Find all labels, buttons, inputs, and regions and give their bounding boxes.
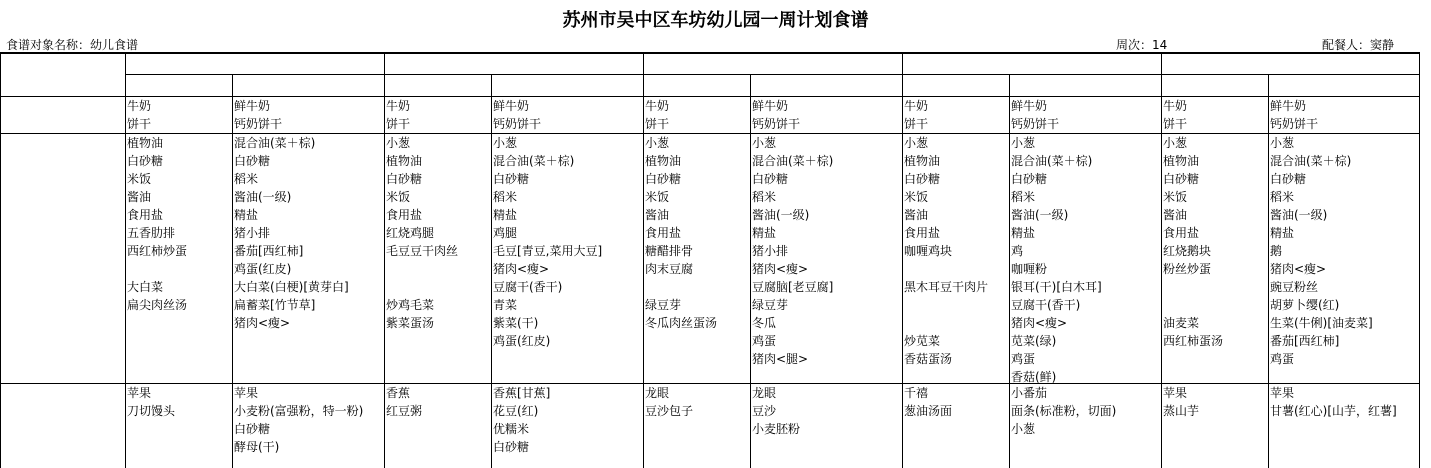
breakfast-food-cell <box>493 97 642 133</box>
lunch-menu-item <box>904 296 1008 314</box>
lunch-menu-item <box>127 350 231 368</box>
lunch-food-item: 小葱 <box>1270 136 1295 150</box>
breakfast-menu-item: 饼干 <box>1163 117 1188 131</box>
lunch-menu-item: 绿豆芽 <box>645 298 682 312</box>
lunch-food-cell <box>493 134 642 386</box>
lunch-menu-item: 毛豆豆干肉丝 <box>386 244 459 258</box>
lunch-food-item: 混合油(菜＋棕) <box>234 136 316 150</box>
lunch-food-item: 猪肉<瘦> <box>234 316 291 330</box>
lunch-menu-item <box>645 350 749 368</box>
lunch-menu-item: 红烧鹅块 <box>1163 244 1212 258</box>
lunch-menu-item: 植物油 <box>1163 154 1200 168</box>
snack-food-item: 花豆(红) <box>493 404 539 418</box>
lunch-food-item: 咖喱粉 <box>1011 262 1048 276</box>
snack-food-item <box>1270 420 1418 438</box>
lunch-food-item: 稻米 <box>1011 190 1036 204</box>
lunch-menu-item: 肉末豆腐 <box>645 262 694 276</box>
lunch-food-item: 酱油(一级) <box>234 190 292 204</box>
grid-line <box>0 52 1420 54</box>
lunch-food-item: 小葱 <box>752 136 777 150</box>
lunch-menu-item: 黑木耳豆干肉片 <box>904 280 989 294</box>
recipe-target-label: 食谱对象名称：幼儿食谱 <box>6 38 139 52</box>
lunch-food-item: 猪肉<瘦> <box>752 262 809 276</box>
snack-menu-cell <box>386 384 490 456</box>
snack-food-cell <box>493 384 642 456</box>
snack-menu-item <box>1163 420 1267 438</box>
lunch-food-item: 白砂糖 <box>752 172 789 186</box>
snack-menu-item: 龙眼 <box>645 386 670 400</box>
snack-food-item: 香蕉[甘蕉] <box>493 386 551 400</box>
lunch-food-item: 香菇(鲜) <box>1011 370 1057 384</box>
snack-food-item: 苹果 <box>1270 386 1295 400</box>
grid-line <box>1009 74 1010 468</box>
breakfast-menu-item: 饼干 <box>386 117 411 131</box>
lunch-food-item: 稻米 <box>752 190 777 204</box>
grid-line <box>491 74 492 468</box>
snack-menu-item <box>127 420 231 438</box>
lunch-menu-item: 西红柿蛋汤 <box>1163 334 1224 348</box>
lunch-menu-item: 小葱 <box>904 136 929 150</box>
breakfast-food-item: 鲜牛奶 <box>493 99 530 113</box>
breakfast-food-item: 钙奶饼干 <box>1270 117 1319 131</box>
breakfast-menu-cell <box>386 97 490 133</box>
lunch-menu-cell <box>1163 134 1267 386</box>
grid-line <box>1419 52 1420 468</box>
lunch-menu-cell <box>127 134 231 386</box>
snack-menu-item: 苹果 <box>1163 386 1188 400</box>
page-title: 苏州市吴中区车坊幼儿园一周计划食谱 <box>562 10 869 31</box>
snack-menu-cell <box>1163 384 1267 456</box>
lunch-menu-item: 植物油 <box>645 154 682 168</box>
lunch-menu-item <box>904 314 1008 332</box>
grid-line <box>1268 74 1269 468</box>
lunch-food-cell <box>1270 134 1418 386</box>
snack-menu-item: 苹果 <box>127 386 152 400</box>
breakfast-food-item: 鲜牛奶 <box>1011 99 1048 113</box>
snack-food-cell <box>1270 384 1418 456</box>
lunch-menu-item: 小葱 <box>645 136 670 150</box>
lunch-menu-item: 炒鸡毛菜 <box>386 298 435 312</box>
lunch-food-item: 豌豆粉丝 <box>1270 280 1319 294</box>
snack-menu-item: 豆沙包子 <box>645 404 694 418</box>
week-number-label: 周次：14 <box>1116 38 1168 52</box>
snack-food-item: 小麦胚粉 <box>752 422 801 436</box>
breakfast-food-item: 钙奶饼干 <box>1011 117 1060 131</box>
lunch-menu-item: 食用盐 <box>645 226 682 240</box>
lunch-menu-item: 油麦菜 <box>1163 316 1200 330</box>
snack-menu-item <box>386 438 490 456</box>
lunch-food-item: 鸡蛋 <box>1011 352 1036 366</box>
breakfast-food-item: 钙奶饼干 <box>493 117 542 131</box>
lunch-food-item: 稻米 <box>1270 190 1295 204</box>
snack-food-item: 小番茄 <box>1011 386 1048 400</box>
lunch-menu-item <box>386 278 490 296</box>
lunch-food-item: 番茄[西红柿] <box>1270 334 1340 348</box>
lunch-menu-item: 酱油 <box>127 190 152 204</box>
lunch-food-item: 毛豆[青豆,菜用大豆] <box>493 244 603 258</box>
lunch-menu-item: 炒苋菜 <box>904 334 941 348</box>
lunch-food-item: 酱油(一级) <box>752 208 810 222</box>
breakfast-food-cell <box>1270 97 1418 133</box>
lunch-food-item: 紫菜(干) <box>493 316 539 330</box>
snack-food-item <box>752 438 901 456</box>
snack-food-item: 豆沙 <box>752 404 777 418</box>
lunch-menu-item <box>1163 278 1267 296</box>
lunch-food-item: 精盐 <box>493 208 518 222</box>
lunch-menu-item <box>127 332 231 350</box>
lunch-food-item <box>493 350 642 368</box>
grid-line <box>0 52 1 468</box>
lunch-menu-item <box>645 332 749 350</box>
snack-food-cell <box>234 384 383 456</box>
snack-menu-item: 红豆粥 <box>386 404 423 418</box>
lunch-menu-cell <box>645 134 749 386</box>
lunch-menu-item: 咖喱鸡块 <box>904 244 953 258</box>
lunch-menu-item: 植物油 <box>386 154 423 168</box>
lunch-menu-item <box>904 260 1008 278</box>
lunch-food-item: 苋菜(绿) <box>1011 334 1057 348</box>
snack-food-cell <box>752 384 901 456</box>
lunch-food-item: 番茄[西红柿] <box>234 244 304 258</box>
snack-menu-cell <box>904 384 1008 456</box>
breakfast-menu-cell <box>127 97 231 133</box>
snack-food-item: 苹果 <box>234 386 259 400</box>
snack-menu-item <box>645 420 749 438</box>
lunch-menu-item: 米饭 <box>386 190 411 204</box>
lunch-menu-item: 米饭 <box>1163 190 1188 204</box>
lunch-menu-item <box>1163 350 1267 368</box>
grid-line <box>125 52 126 468</box>
lunch-menu-item: 粉丝炒蛋 <box>1163 262 1212 276</box>
lunch-food-item: 大白菜(白梗)[黄芽白] <box>234 280 349 294</box>
lunch-menu-item: 西红柿炒蛋 <box>127 244 188 258</box>
breakfast-food-item: 钙奶饼干 <box>752 117 801 131</box>
lunch-menu-item: 酱油 <box>904 208 929 222</box>
snack-food-item: 小麦粉(富强粉，特一粉) <box>234 404 364 418</box>
lunch-food-item: 混合油(菜＋棕) <box>1011 154 1093 168</box>
snack-menu-item <box>904 438 1008 456</box>
lunch-food-item: 豆腐脑[老豆腐] <box>752 280 834 294</box>
lunch-food-item: 鸡蛋(红皮) <box>234 262 292 276</box>
lunch-food-item: 精盐 <box>1270 226 1295 240</box>
snack-menu-item: 刀切馒头 <box>127 404 176 418</box>
lunch-food-item: 白砂糖 <box>234 154 271 168</box>
lunch-food-item: 酱油(一级) <box>1011 208 1069 222</box>
snack-menu-item: 葱油汤面 <box>904 404 953 418</box>
breakfast-food-item: 鲜牛奶 <box>1270 99 1307 113</box>
lunch-food-item: 稻米 <box>493 190 518 204</box>
snack-menu-item <box>1163 438 1267 456</box>
lunch-food-item: 猪肉<瘦> <box>1011 316 1068 330</box>
lunch-menu-item: 酱油 <box>645 208 670 222</box>
breakfast-menu-item: 牛奶 <box>645 99 670 113</box>
lunch-food-item: 白砂糖 <box>1011 172 1048 186</box>
lunch-menu-cell <box>386 134 490 386</box>
lunch-menu-item: 白砂糖 <box>1163 172 1200 186</box>
lunch-menu-item: 香菇蛋汤 <box>904 352 953 366</box>
breakfast-menu-cell <box>904 97 1008 133</box>
lunch-menu-item: 植物油 <box>904 154 941 168</box>
snack-food-item: 龙眼 <box>752 386 777 400</box>
grid-line <box>643 52 644 468</box>
snack-menu-item <box>904 420 1008 438</box>
lunch-menu-item: 白砂糖 <box>386 172 423 186</box>
lunch-food-item: 精盐 <box>234 208 259 222</box>
snack-food-item <box>1011 438 1160 456</box>
snack-food-item: 优糯米 <box>493 422 530 436</box>
lunch-food-item: 冬瓜 <box>752 316 777 330</box>
lunch-menu-item: 白砂糖 <box>127 154 164 168</box>
snack-menu-item <box>127 438 231 456</box>
lunch-menu-item <box>386 260 490 278</box>
lunch-menu-item: 米饭 <box>127 172 152 186</box>
lunch-menu-item: 植物油 <box>127 136 164 150</box>
breakfast-menu-item: 牛奶 <box>386 99 411 113</box>
lunch-food-item: 猪小排 <box>752 244 789 258</box>
lunch-food-item <box>234 350 383 368</box>
lunch-food-item: 豆腐干(香干) <box>493 280 563 294</box>
lunch-food-item: 鸡蛋 <box>1270 352 1295 366</box>
lunch-menu-item: 米饭 <box>904 190 929 204</box>
lunch-food-cell <box>752 134 901 386</box>
breakfast-food-item: 鲜牛奶 <box>752 99 789 113</box>
lunch-menu-item: 五香肋排 <box>127 226 176 240</box>
lunch-food-item: 银耳(干)[白木耳] <box>1011 280 1102 294</box>
lunch-food-item: 鸡腿 <box>493 226 518 240</box>
lunch-food-item: 猪肉<腿> <box>752 352 809 366</box>
lunch-menu-item <box>127 314 231 332</box>
breakfast-menu-cell <box>1163 97 1267 133</box>
lunch-food-item: 豆腐干(香干) <box>1011 298 1081 312</box>
breakfast-menu-item: 牛奶 <box>127 99 152 113</box>
breakfast-food-item: 钙奶饼干 <box>234 117 283 131</box>
lunch-food-item: 鹅 <box>1270 244 1283 258</box>
lunch-food-item: 扁蓄菜[竹节草] <box>234 298 316 312</box>
lunch-food-item: 小葱 <box>1011 136 1036 150</box>
lunch-food-item: 猪小排 <box>234 226 271 240</box>
snack-menu-item: 香蕉 <box>386 386 411 400</box>
lunch-food-cell <box>234 134 383 386</box>
grid-line <box>1161 52 1162 468</box>
lunch-food-item: 鸡蛋 <box>752 334 777 348</box>
lunch-food-item: 猪肉<瘦> <box>493 262 550 276</box>
lunch-food-cell <box>1011 134 1160 386</box>
lunch-menu-item <box>386 332 490 350</box>
breakfast-food-cell <box>1011 97 1160 133</box>
snack-food-item: 小葱 <box>1011 422 1036 436</box>
snack-menu-item <box>386 420 490 438</box>
breakfast-menu-item: 牛奶 <box>1163 99 1188 113</box>
lunch-menu-item: 扁尖肉丝汤 <box>127 298 188 312</box>
lunch-food-item: 混合油(菜＋棕) <box>1270 154 1352 168</box>
lunch-menu-item: 食用盐 <box>904 226 941 240</box>
grid-line <box>750 74 751 468</box>
breakfast-menu-item: 饼干 <box>127 117 152 131</box>
lunch-menu-item <box>645 278 749 296</box>
lunch-food-item: 白砂糖 <box>493 172 530 186</box>
lunch-menu-item: 红烧鸡腿 <box>386 226 435 240</box>
lunch-food-item: 混合油(菜＋棕) <box>493 154 575 168</box>
grid-line <box>232 74 233 468</box>
lunch-food-item: 鸡 <box>1011 244 1024 258</box>
snack-food-cell <box>1011 384 1160 456</box>
breakfast-food-cell <box>752 97 901 133</box>
lunch-food-item: 鸡蛋(红皮) <box>493 334 551 348</box>
preparer-label: 配餐人：窦静 <box>1322 38 1395 52</box>
lunch-food-item: 稻米 <box>234 172 259 186</box>
lunch-food-item: 绿豆芽 <box>752 298 789 312</box>
breakfast-food-item: 鲜牛奶 <box>234 99 271 113</box>
lunch-menu-item: 大白菜 <box>127 280 164 294</box>
breakfast-menu-item: 牛奶 <box>904 99 929 113</box>
lunch-food-item: 白砂糖 <box>1270 172 1307 186</box>
breakfast-menu-cell <box>645 97 749 133</box>
snack-food-item: 酵母(干) <box>234 440 280 454</box>
lunch-food-item: 青菜 <box>493 298 518 312</box>
lunch-food-item: 精盐 <box>1011 226 1036 240</box>
lunch-menu-cell <box>904 134 1008 386</box>
lunch-menu-item: 小葱 <box>386 136 411 150</box>
lunch-menu-item: 酱油 <box>1163 208 1188 222</box>
lunch-food-item: 精盐 <box>752 226 777 240</box>
breakfast-menu-item: 饼干 <box>645 117 670 131</box>
lunch-menu-item: 食用盐 <box>1163 226 1200 240</box>
lunch-food-item: 猪肉<瘦> <box>1270 262 1327 276</box>
grid-line <box>902 52 903 468</box>
lunch-menu-item: 紫菜蛋汤 <box>386 316 435 330</box>
lunch-menu-item <box>1163 296 1267 314</box>
snack-food-item: 白砂糖 <box>493 440 530 454</box>
snack-menu-cell <box>645 384 749 456</box>
lunch-menu-item <box>386 350 490 368</box>
lunch-menu-item <box>127 260 231 278</box>
grid-line <box>384 52 385 468</box>
lunch-menu-item: 糖醋排骨 <box>645 244 694 258</box>
lunch-food-item: 酱油(一级) <box>1270 208 1328 222</box>
snack-menu-item <box>645 438 749 456</box>
breakfast-menu-item: 饼干 <box>904 117 929 131</box>
lunch-food-item: 小葱 <box>493 136 518 150</box>
snack-menu-cell <box>127 384 231 456</box>
snack-food-item: 白砂糖 <box>234 422 271 436</box>
lunch-menu-item: 白砂糖 <box>904 172 941 186</box>
lunch-menu-item: 小葱 <box>1163 136 1188 150</box>
lunch-menu-item: 米饭 <box>645 190 670 204</box>
lunch-menu-item: 食用盐 <box>127 208 164 222</box>
lunch-menu-item: 食用盐 <box>386 208 423 222</box>
snack-menu-item: 蒸山芋 <box>1163 404 1200 418</box>
lunch-food-item: 生菜(牛俐)[油麦菜] <box>1270 316 1373 330</box>
lunch-food-item <box>234 332 383 350</box>
snack-food-item <box>1270 438 1418 456</box>
lunch-food-item: 胡萝卜缨(红) <box>1270 298 1340 312</box>
snack-menu-item: 千禧 <box>904 386 929 400</box>
lunch-menu-item: 冬瓜肉丝蛋汤 <box>645 316 718 330</box>
grid-line <box>125 74 1420 75</box>
breakfast-food-cell <box>234 97 383 133</box>
lunch-food-item: 混合油(菜＋棕) <box>752 154 834 168</box>
lunch-menu-item: 白砂糖 <box>645 172 682 186</box>
snack-food-item: 甘薯(红心)[山芋，红薯] <box>1270 404 1397 418</box>
snack-food-item: 面条(标准粉，切面) <box>1011 404 1117 418</box>
